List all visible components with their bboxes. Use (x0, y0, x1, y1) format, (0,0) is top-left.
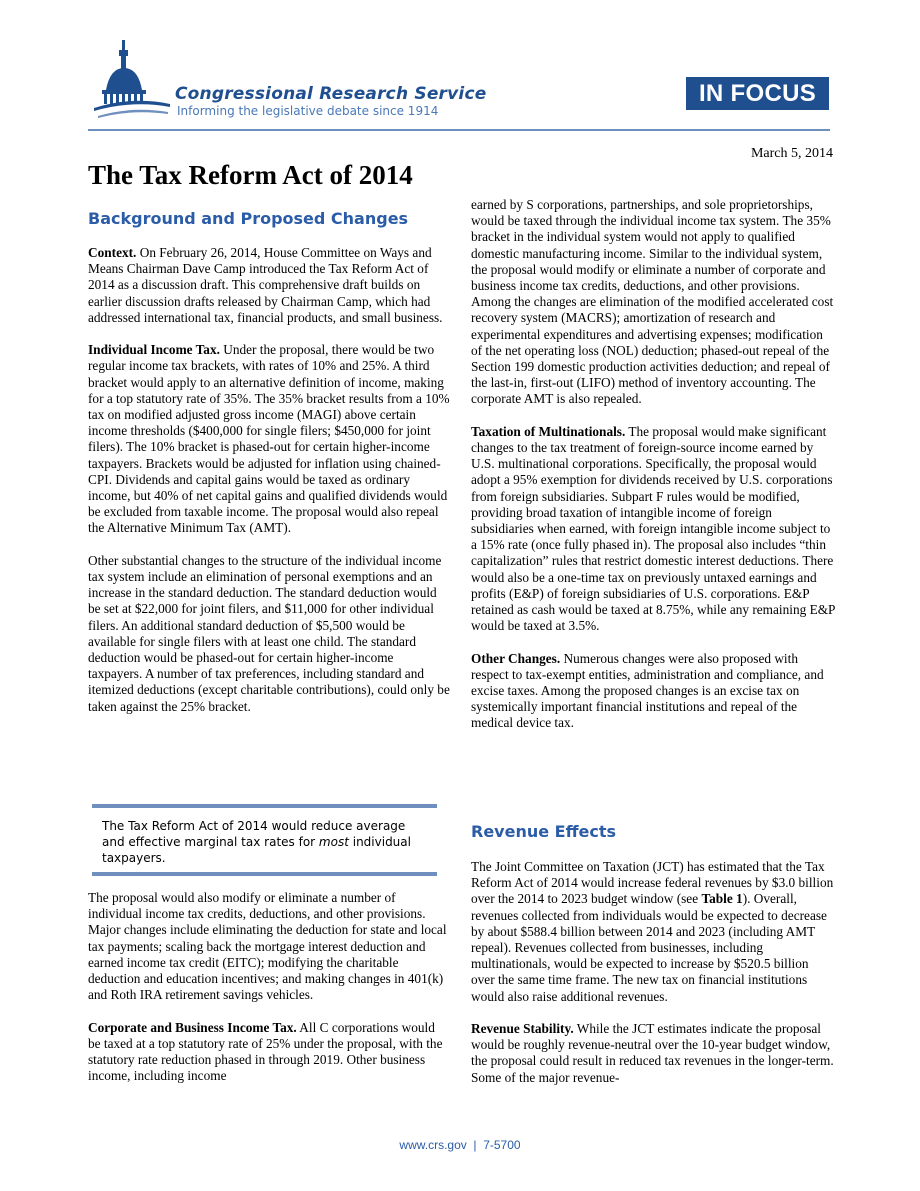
right-column (471, 197, 835, 748)
paragraph-individual (88, 342, 450, 536)
text-other-changes: Numerous changes were also proposed with respect to tax-exempt entities, administration and compliance, and excise taxes. Among the proposed changes is an excise tax on systemically important financial institutions and repeal of the medical device tax. (471, 650, 824, 731)
table-reference: Table 1 (701, 891, 743, 907)
left-column-lower (88, 890, 450, 1101)
lead-corporate: Corporate and Business Income Tax. (88, 1019, 297, 1035)
lead-context: Context. (88, 245, 137, 260)
brand-name: Congressional Research Service (175, 84, 487, 104)
text-corporate: All C corporations would be taxed at a top statutory rate of 25% under the proposal, with the statutory rate reduction phased in through 2019. Other business income, including income (88, 1019, 443, 1084)
callout-box (92, 804, 437, 876)
in-focus-badge: IN FOCUS (686, 77, 829, 110)
paragraph-business-continued: earned by S corporations, partnerships, and sole proprietorships, would be taxed through the individual income tax system. The 35% bracket in the individual system would not apply to qualified domestic manufacturing income. Similar to the individual system, the proposal would modify or eliminate a number of corporate and business income tax credits, deductions, and other provisions. Among the changes are elimination of the modified accelerated cost recovery system (MACRS); amortization of research and experimental expenditures and advertising expenses; modification of the net operating loss (NOL) deduction; phased-out repeal of the Section 199 domestic production activities deduction; and repeal of the last-in, first-out (LIFO) method of inventory accounting. The corporate AMT is also repealed. (471, 197, 834, 407)
left-column (88, 245, 450, 731)
callout-emphasis: most (318, 835, 349, 849)
paragraph-revenue: The Joint Committee on Taxation (JCT) has estimated that the Tax Reform Act of 2014 would increase federal revenues by $3.0 billion over the 2014 to 2023 budget window (see Table 1). Overall, revenues collected from individuals would be expected to decrease by about $588.4 billion between 2014 and 2023 (including AMT repeal). Revenues collected from businesses, including multinationals, would be expected to increase by $520.5 billion over the same time frame. The new tax on financial institutions would also raise additional revenues. (471, 859, 834, 1004)
lead-individual: Individual Income Tax. (88, 342, 220, 358)
text-stability: While the JCT estimates indicate the proposal would be roughly revenue-neutral over the 10-year budget window, the proposal could result in reduced tax revenues in the longer-term. Some of the major revenue- (471, 1021, 834, 1085)
section-heading-background: Background and Proposed Changes (88, 209, 409, 228)
lead-stability: Revenue Stability. (471, 1021, 574, 1037)
lead-other-changes: Other Changes. (471, 650, 561, 666)
header-divider (88, 129, 830, 131)
brand-tagline: Informing the legislative debate since 1914 (177, 104, 439, 118)
document-title: The Tax Reform Act of 2014 (88, 160, 413, 190)
section-heading-revenue: Revenue Effects (471, 822, 617, 841)
footer-link[interactable]: www.crs.gov | 7-5700 (399, 1138, 521, 1152)
paragraph-other-changes (471, 651, 835, 732)
paragraph-credits: The proposal would also modify or eliminate a number of individual income tax credits, deductions, and other provisions. Major changes include eliminating the deduction for state and local tax payments; scaling back the mortgage interest deduction and earned income tax credit (EITC); modifying the charitable deduction and education incentives; and making changes in 401(k) and Roth IRA retirement savings vehicles. (88, 890, 447, 1003)
callout-text: The Tax Reform Act of 2014 would reduce average and effective marginal tax rates for most individual taxpayers. (102, 819, 411, 865)
paragraph-multinationals (471, 424, 835, 635)
paragraph-context (88, 245, 450, 326)
lead-multinationals: Taxation of Multinationals. (471, 423, 626, 439)
text-context: On February 26, 2014, House Committee on Ways and Means Chairman Dave Camp introduced the Tax Reform Act of 2014 as a discussion draft. This comprehensive draft builds on earlier discussion drafts released by Chairman Camp, which had addressed international tax, financial products, and small business. (88, 245, 443, 325)
paragraph-other-structure: Other substantial changes to the structure of the individual income tax system include an elimination of personal exemptions and an increase in the standard deduction. The standard deduction would be set at $22,000 for joint filers, and $11,000 for other individual filers. An additional standard deduction of $5,500 would be available for single filers with at least one child. The standard deduction would be phased-out for certain higher-income taxpayers. A number of tax preferences, including standard and itemized deductions (except charitable contributions), could only be taken against the 25% bracket. (88, 552, 450, 714)
right-column-lower (471, 859, 835, 1102)
text-multinationals: The proposal would make significant changes to the tax treatment of foreign-source income earned by U.S. multinational corporations. Specifically, the proposal would adopt a 95% exemption for dividends received by U.S. corporations from foreign subsidiaries. Subpart F rules would be modified, providing broad taxation of intangible income of foreign subsidiaries when earned, with foreign intangible income subject to a 15% rate (once fully phased in). The proposal also includes “thin capitalization” rules that restrict domestic interest deductions. There would also be a one-time tax on previously untaxed earnings and profits (E&P) of foreign subsidiaries of U.S. corporations. E&P retained as cash would be taxed at 8.75%, while any remaining E&P would be taxed at 3.5%. (471, 423, 835, 634)
paragraph-corporate (88, 1020, 450, 1085)
paragraph-stability (471, 1021, 835, 1086)
text-individual: Under the proposal, there would be two regular income tax brackets, with rates of 10% and 25%. A third bracket would apply to an alternative definition of income, making for a top statutory rate of 35%. The 35% bracket results from a 10% tax on modified adjusted gross income (MAGI) above certain income thresholds ($400,000 for single filers; $450,000 for joint filers). The 10% bracket is phased-out for certain higher-income taxpayers. Brackets would be adjusted for inflation using chained-CPI. Dividends and capital gains would be taxed as ordinary income, but 40% of net capital gains and qualified dividends would be excluded from taxable income. The proposal would also repeal the Alternative Minimum Tax (AMT). (88, 342, 450, 536)
capitol-dome-logo (92, 38, 172, 122)
publication-date: March 5, 2014 (750, 146, 833, 161)
